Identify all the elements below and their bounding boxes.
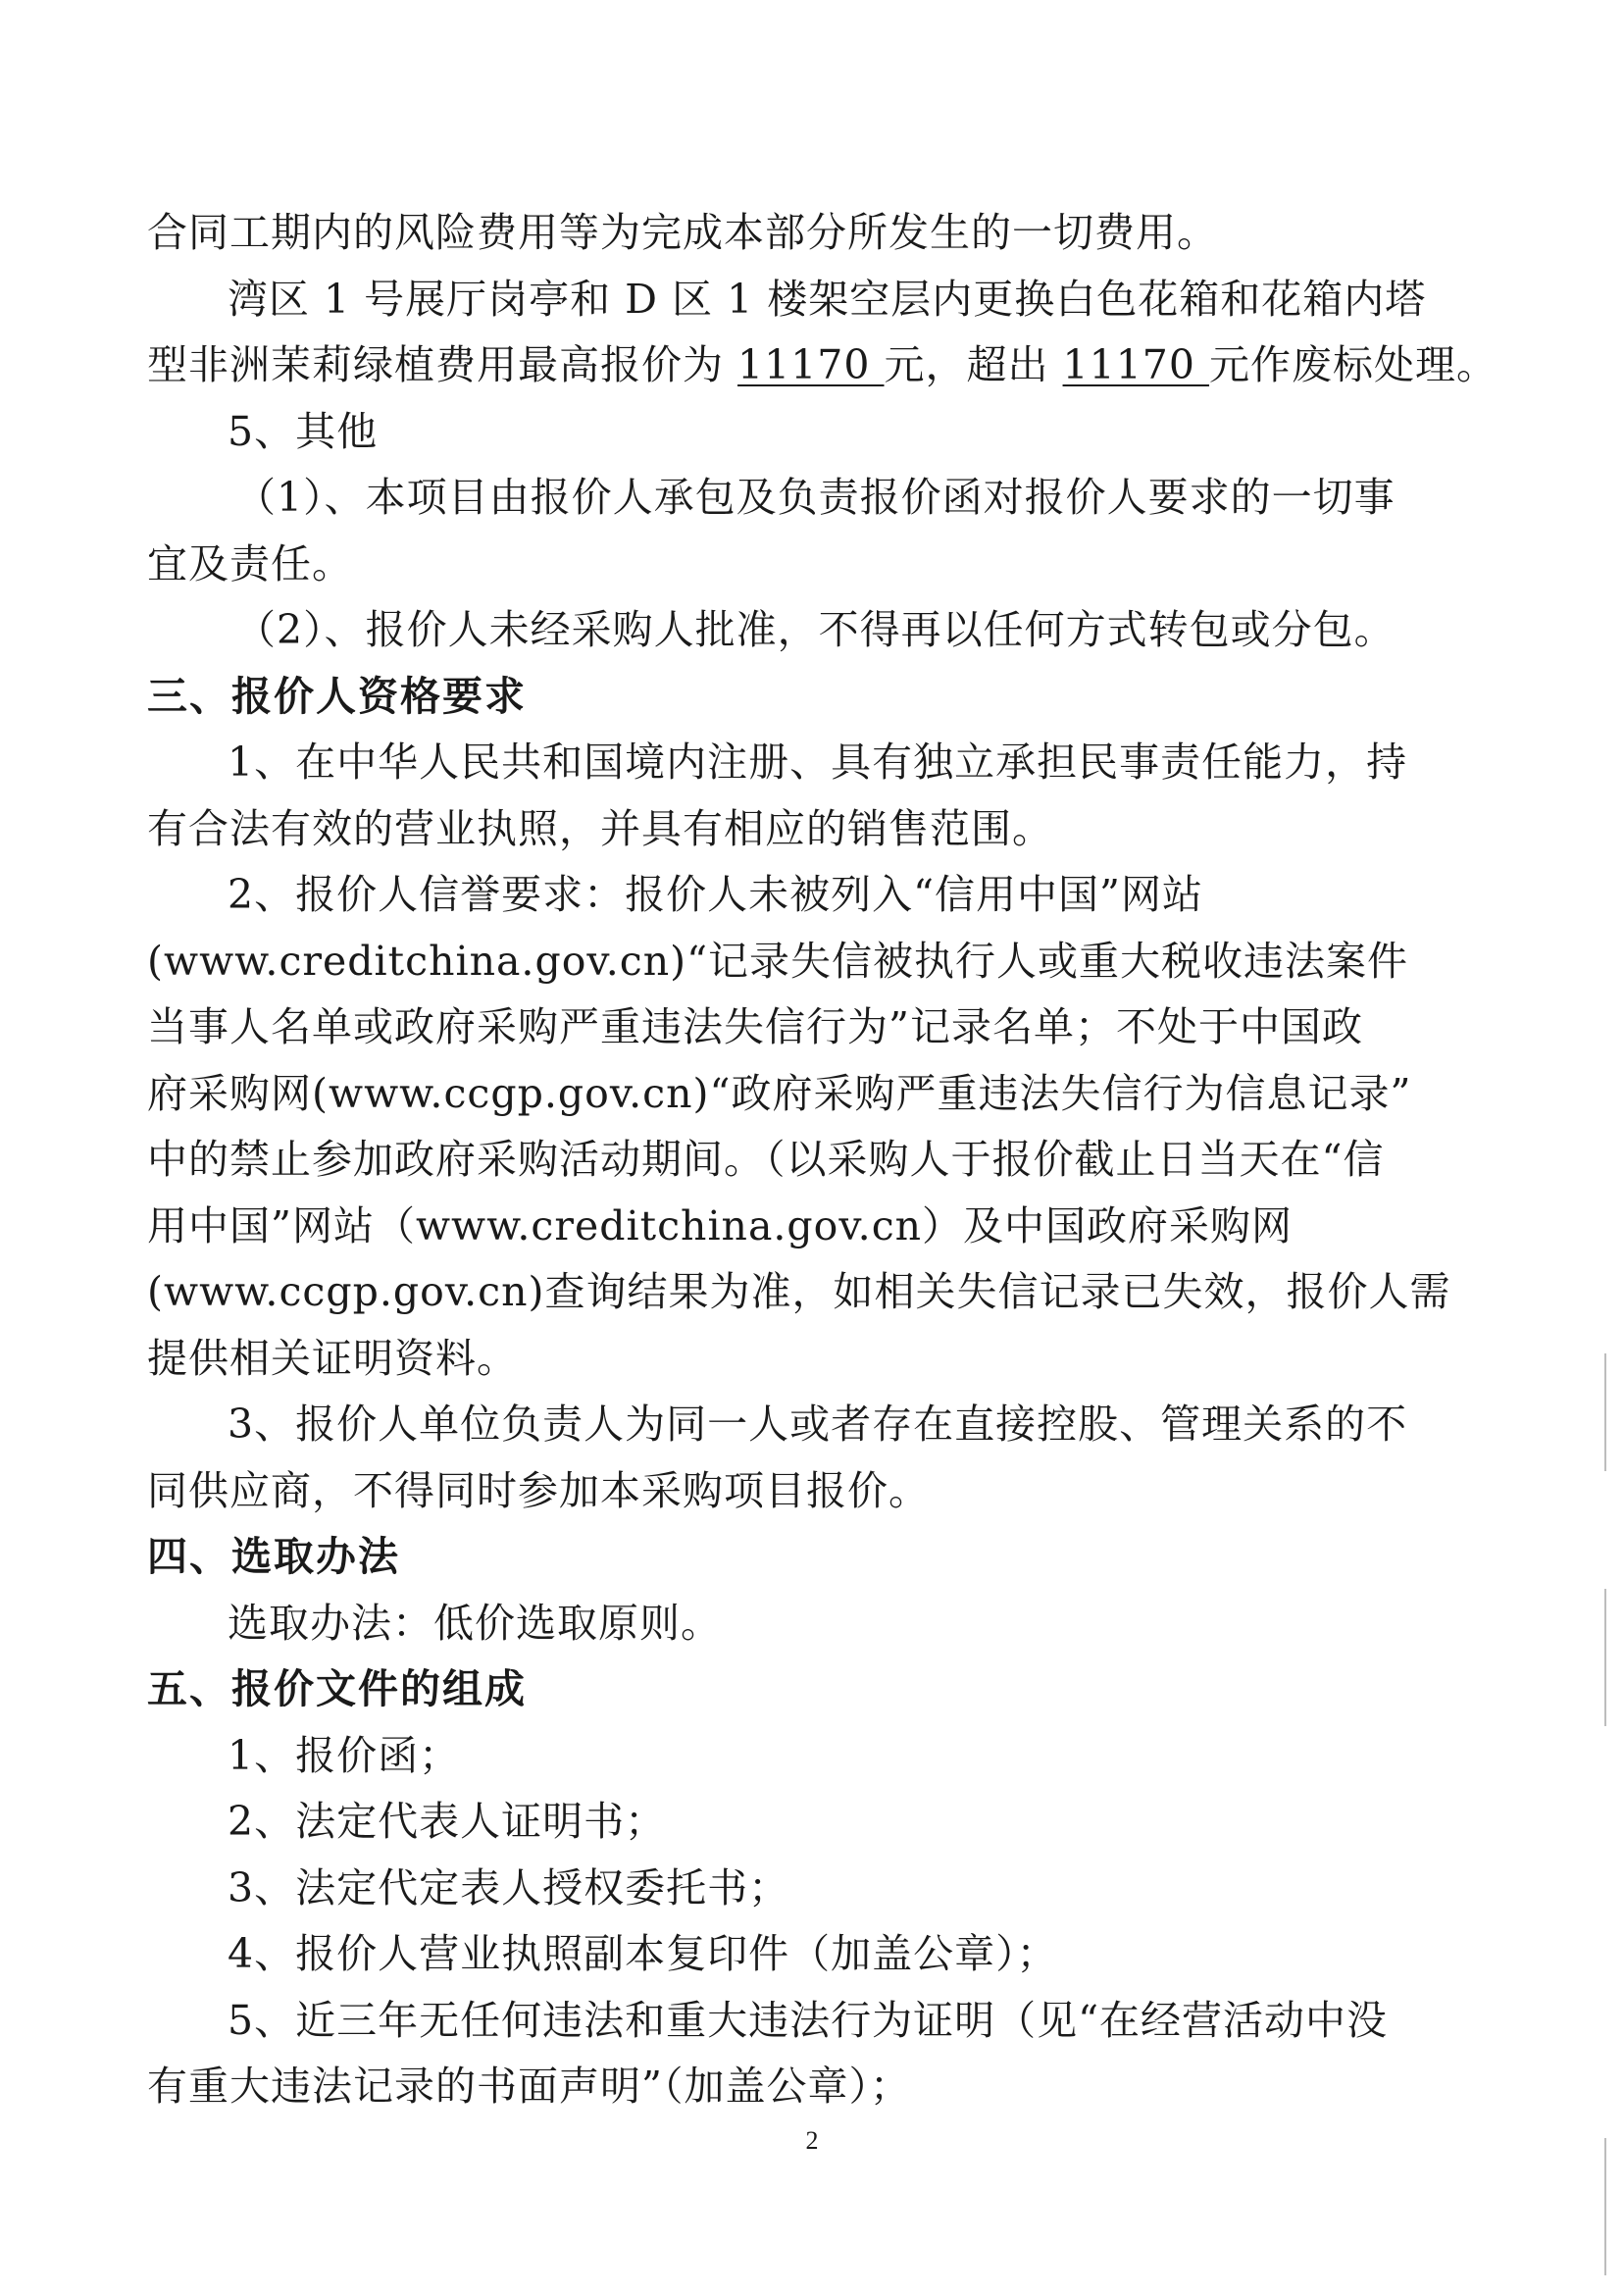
section-heading: 四、选取办法: [147, 1533, 400, 1580]
list-item: 5、近三年无任何违法和重大违法行为证明（见“在经营活动中没: [228, 1997, 1389, 2044]
paragraph-line: 合同工期内的风险费用等为完成本部分所发生的一切费用。: [147, 209, 1218, 256]
paragraph-line: 同供应商，不得同时参加本采购项目报价。: [147, 1467, 930, 1514]
paragraph-line: （2）、报价人未经采购人批准，不得再以任何方式转包或分包。: [235, 606, 1396, 653]
page-number: 2: [805, 2126, 819, 2155]
max-price-amount: 11170: [1062, 341, 1210, 388]
list-item: 4、报价人营业执照副本复印件（加盖公章）；: [228, 1930, 1058, 1977]
paragraph-line: (www.ccgp.gov.cn)查询结果为准，如相关失信记录已失效，报价人需: [147, 1268, 1451, 1315]
paragraph-line: 当事人名单或政府采购严重违法失信行为”记录名单；不处于中国政: [147, 1003, 1363, 1050]
paragraph-line: 有合法有效的营业执照，并具有相应的销售范围。: [147, 805, 1053, 852]
paragraph-line: (www.creditchina.gov.cn)“记录失信被执行人或重大税收违法案件: [147, 938, 1409, 985]
paragraph-line: 2、报价人信誉要求：报价人未被列入“信用中国”网站: [228, 871, 1204, 918]
scan-artifact: [1604, 1353, 1606, 1471]
paragraph-line: 宜及责任。: [147, 540, 353, 587]
max-price-amount: 11170: [737, 341, 885, 388]
paragraph-line: （1）、本项目由报价人承包及负责报价函对报价人要求的一切事: [235, 474, 1396, 521]
section-heading: 五、报价文件的组成: [147, 1665, 527, 1712]
section-heading: 三、报价人资格要求: [147, 673, 527, 720]
list-item: 1、报价函；: [228, 1732, 461, 1779]
text-segment: 元，超出: [884, 341, 1063, 388]
list-item: 有重大违法记录的书面声明”（加盖公章）；: [147, 2063, 911, 2110]
paragraph-line: 1、在中华人民共和国境内注册、具有独立承担民事责任能力，持: [228, 739, 1408, 786]
section-title: 5、其他: [228, 408, 379, 455]
paragraph-line: 3、报价人单位负责人为同一人或者存在直接控股、管理关系的不: [228, 1401, 1408, 1448]
paragraph-line: 府采购网(www.ccgp.gov.cn)“政府采购严重违法失信行为信息记录”: [147, 1070, 1412, 1117]
text-segment: 型非洲茉莉绿植费用最高报价为: [147, 341, 738, 388]
text-segment: 元作废标处理。: [1209, 341, 1498, 388]
list-item: 2、法定代表人证明书；: [228, 1798, 667, 1845]
paragraph-line: 中的禁止参加政府采购活动期间。（以采购人于报价截止日当天在“信: [147, 1136, 1385, 1183]
paragraph-line: 选取办法：低价选取原则。: [228, 1600, 722, 1647]
paragraph-line: 湾区 1 号展厅岗亭和 D 区 1 楼架空层内更换白色花箱和花箱内塔: [228, 276, 1427, 323]
paragraph-line: 提供相关证明资料。: [147, 1335, 518, 1382]
scan-artifact: [1604, 2138, 1606, 2275]
scan-artifact: [1604, 1589, 1606, 1726]
price-limit-line: [147, 340, 1498, 389]
list-item: 3、法定代定表人授权委托书；: [228, 1864, 790, 1911]
paragraph-line: 用中国”网站（www.creditchina.gov.cn）及中国政府采购网: [147, 1202, 1294, 1249]
